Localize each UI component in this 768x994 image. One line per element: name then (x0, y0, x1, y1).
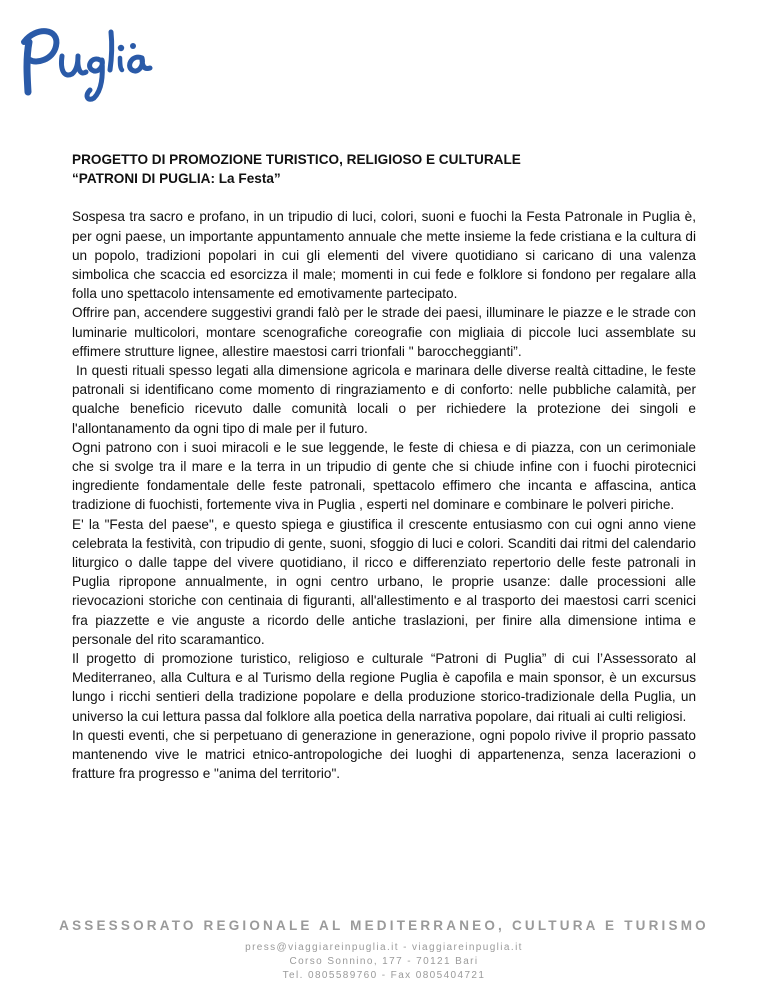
project-subtitle: “PATRONI DI PUGLIA: La Festa” (72, 171, 281, 187)
project-title: PROGETTO DI PROMOZIONE TURISTICO, RELIGIOSO E CULTURALE (72, 152, 521, 167)
footer-contact-line: press@viaggiareinpuglia.it - viaggiareinpuglia.it (245, 942, 523, 953)
paragraph-festa-del-paese: E' la "Festa del paese", e questo spiega e giustifica il crescente entusiasmo con cui ogni anno viene celebrata la festività, con tripudio di gente, suoni, sfoggio di luci e colori. Scanditi dai ritmi del calendario liturgico o dalle tappe del vivere quotidiano, il ricco e differenziato repertorio delle feste patronali in Puglia ripropone annualmente, in ogni centro urbano, le proprie usanze: dalle processioni alle rievocazioni storiche con centinaia di figuranti, all'allestimento e al trasporto dei maestosi carri scenici fra piazzette e vie anguste a ricordo delle antiche traslazioni, per finire alla dimensione intima e personale del rito scaramantico. (72, 516, 696, 647)
puglia-logo (14, 20, 154, 106)
spacer (72, 188, 696, 207)
document-body (72, 150, 696, 784)
paragraph-project: Il progetto di promozione turistico, religioso e culturale “Patroni di Puglia” di cui l’Assessorato al Mediterraneo, alla Cultura e al Turismo della regione Puglia è capofila e main sponsor, è un excursus lungo i ricchi sentieri della tradizione popolare e della produzione storico-tradizionale della Puglia, un universo la cui lettura passa dal folklore alla poetica della narrativa popolare, dai rituali ai culti religiosi. (72, 651, 696, 724)
footer-assessorato: ASSESSORATO REGIONALE AL MEDITERRANEO, CULTURA E TURISMO (59, 918, 709, 933)
paragraph-rituals: In questi rituali spesso legati alla dimensione agricola e marinara delle diverse realtà cittadine, le feste patronali si identificano come momento di ringraziamento e di conforto: nelle pubbliche calamità, per qualche beneficio ricevuto dalle comunità locali o per richiedere la protezione dei singoli e l'allontanamento da ogni tipo di male per il futuro. (72, 363, 696, 436)
paragraph-intro: Sospesa tra sacro e profano, in un tripudio di luci, colori, suoni e fuochi la Festa Patronale in Puglia è, per ogni paese, un importante appuntamento annuale che mette insieme la fede cristiana e la cultura di un popolo, tradizioni popolari in cui gli elementi del vivere quotidiano si caricano di una valenza simbolica che scaccia ed esorcizza il male; momenti in cui fede e folklore si fondono per regalare alla folla uno spettacolo intensamente ed emotivamente partecipato. (72, 209, 696, 302)
paragraph-generations: In questi eventi, che si perpetuano di generazione in generazione, ogni popolo rivive il proprio passato mantenendo vive le matrici etnico-antropologiche dei luoghi di appartenenza, senza lacerazioni o fratture fra progresso e "anima del territorio". (72, 727, 696, 782)
footer-phone: Tel. 0805589760 - Fax 0805404721 (282, 970, 486, 981)
paragraph-traditions: Offrire pan, accendere suggestivi grandi falò per le strade dei paesi, illuminare le piazze e le strade con luminarie multicolori, montare scenografiche coreografie con migliaia di piccole luci assemblate su effimere strutture lignee, allestire maestosi carri trionfali " baroccheggianti”. (72, 305, 696, 359)
footer-address: Corso Sonnino, 177 - 70121 Bari (289, 956, 479, 967)
paragraph-patrons: Ogni patrono con i suoi miracoli e le sue leggende, le feste di chiesa e di piazza, con un cerimoniale che si svolge tra il mare e la terra in un tripudio di gente che si chiude infine con i fuochi pirotecnici ingrediente fondamentale delle feste patronali, spettacolo effimero che incanta e affascina, antica tradizione di fuochisti, fortemente viva in Puglia , esperti nel dominare e combinare le polveri piriche. (72, 439, 696, 513)
